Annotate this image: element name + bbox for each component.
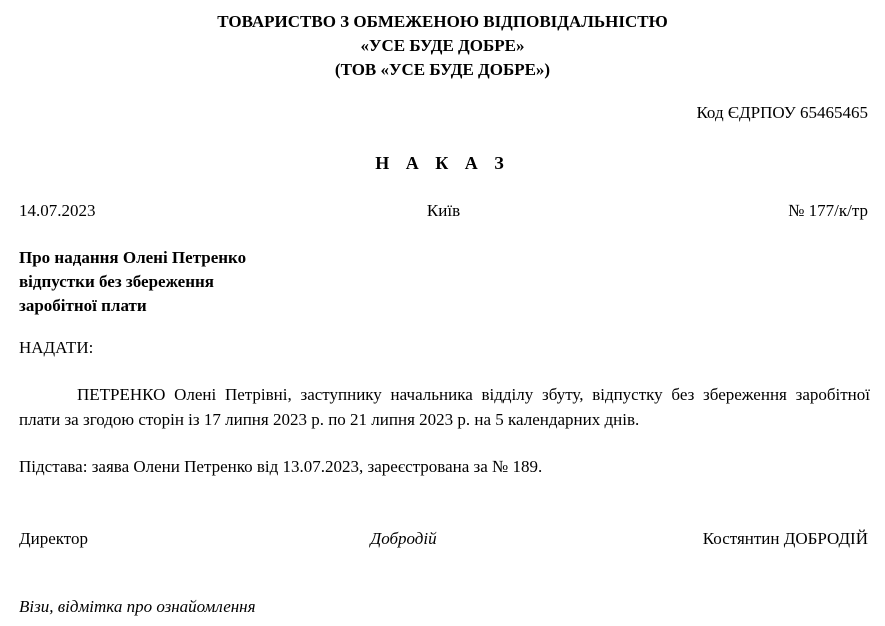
order-subject — [19, 246, 319, 318]
order-meta-row — [19, 200, 868, 222]
paragraph-text: ПЕТРЕНКО Олені Петрівні, заступнику начальника відділу збуту, відпустку без збереження заробітної плати за згодою сторін із 17 липня 2023 р. по 21 липня 2023 р. на 5 календарних днів. — [19, 385, 870, 429]
order-number: № 177/к/тр — [788, 201, 868, 220]
signature-row — [19, 528, 868, 550]
order-title: Н А К А З — [375, 153, 510, 173]
organization-header — [0, 10, 885, 82]
org-name-line2: «УСЕ БУДЕ ДОБРЕ» — [360, 36, 525, 55]
signatory-position: Директор — [19, 529, 88, 548]
org-name-line3: (ТОВ «УСЕ БУДЕ ДОБРЕ») — [334, 60, 551, 79]
subject-line2: відпустки без збереження — [19, 272, 215, 291]
subject-line1: Про надання Олені Петренко — [19, 248, 247, 267]
edrpou-code: Код ЄДРПОУ 65465465 — [696, 103, 868, 122]
order-body-paragraph — [19, 382, 870, 432]
order-date: 14.07.2023 — [19, 201, 96, 220]
visa-note: Візи, відмітка про ознайомлення — [19, 597, 256, 616]
order-city: Київ — [426, 201, 461, 220]
grant-heading: НАДАТИ: — [19, 338, 94, 357]
subject-line3: заробітної плати — [19, 296, 147, 315]
handwritten-signature: Добродій — [370, 529, 437, 548]
org-name-line1: ТОВАРИСТВО З ОБМЕЖЕНОЮ ВІДПОВІДАЛЬНІСТЮ — [217, 12, 668, 31]
order-basis: Підстава: заява Олени Петренко від 13.07.2023, зареєстрована за № 189. — [19, 457, 543, 476]
signatory-name: Костянтин ДОБРОДІЙ — [702, 529, 868, 548]
